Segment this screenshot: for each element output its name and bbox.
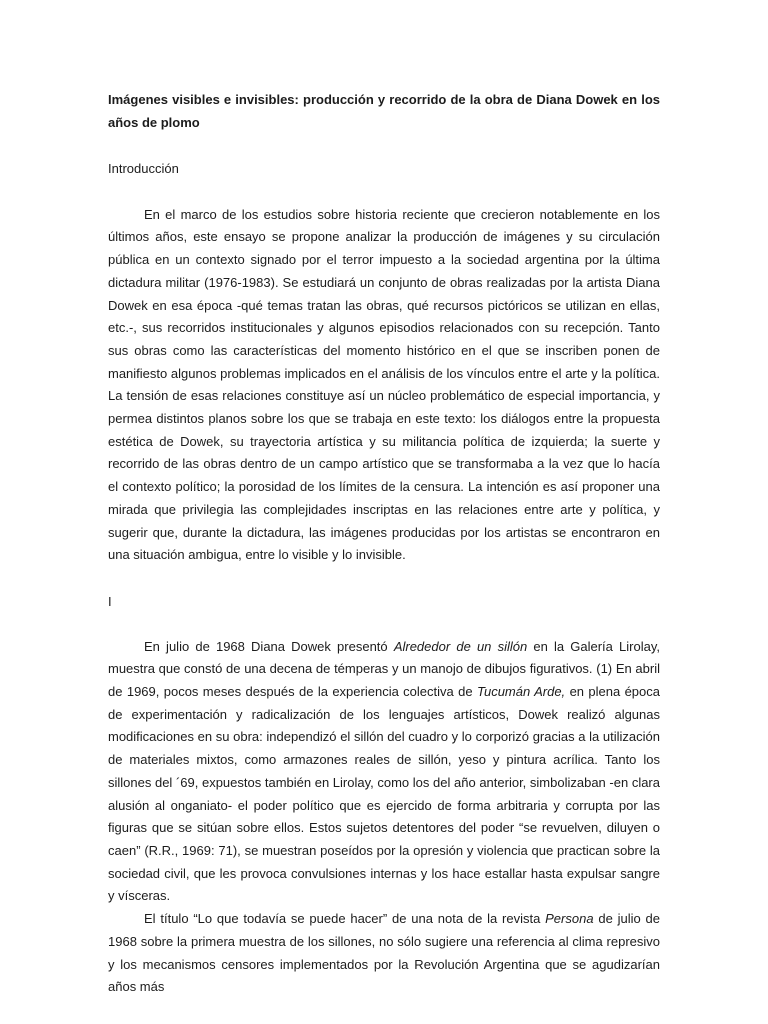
document-body: [108, 88, 660, 999]
magazine-title: Persona: [545, 911, 594, 927]
introduction-paragraph: En el marco de los estudios sobre historia reciente que crecieron notablemente en los últimos años, este ensayo se propone analizar la producción de imágenes y su circulación pública en un contexto signado por el terror impuesto a la sociedad argentina por la última dictadura militar (1976-1983). Se estudiará un conjunto de obras realizadas por la artista Diana Dowek en esa época -qué temas tratan las obras, qué recursos pictóricos se utilizan en ellas, etc.-, sus recorridos institucionales y algunos episodios relacionados con su recepción. Tanto sus obras como las características del momento histórico en el que se inscriben ponen de manifiesto algunos problemas implicados en el análisis de los vínculos entre el arte y la política. La tensión de esas relaciones constituye así un núcleo problemático de especial importancia, y permea distintos planos sobre los que se trabaja en este texto: los diálogos entre la propuesta estética de Dowek, su trayectoria artística y su militancia política de izquierda; la suerte y recorrido de las obras dentro de un campo artístico que se transformaba a la vez que lo hacía el contexto político; la porosidad de los límites de la censura. La intención es así proponer una mirada que privilegia las complejidades inscriptas en las relaciones entre arte y política, y sugerir que, durante la dictadura, las imágenes producidas por los artistas se encontraron en una situación ambigua, entre lo visible y lo invisible.: [108, 206, 660, 563]
paragraph-text: en la Galería Lirolay, muestra que constó de una decena de témperas y un manojo de dibujos figurativos. (1) En abril de 1969, pocos meses después de la experiencia colectiva de: [108, 638, 660, 700]
section-heading-introduction: Introducción: [108, 161, 179, 176]
paragraph-text: de julio de 1968 sobre la primera muestra de los sillones, no sólo sugiere una referencia al clima represivo y los mecanismos censores implementados por la Revolución Argentina que se agudizarían años más: [108, 911, 660, 995]
artwork-title: Alrededor de un sillón: [393, 638, 528, 654]
body-paragraph: [108, 908, 660, 999]
body-paragraph: [108, 636, 660, 908]
paragraph-text: En julio de 1968 Diana Dowek presentó: [144, 638, 394, 654]
document-title: Imágenes visibles e invisibles: producción y recorrido de la obra de Diana Dowek en los años de plomo: [108, 92, 660, 130]
artwork-title: Tucumán Arde,: [476, 684, 566, 700]
paragraph-text: El título “Lo que todavía se puede hacer” de una nota de la revista: [144, 911, 546, 927]
section-marker: I: [108, 593, 112, 609]
paragraph-text: en plena época de experimentación y radicalización de los lenguajes artísticos, Dowek realizó algunas modificaciones en su obra: independizó el sillón del cuadro y lo corporizó gracias a la utilización de materiales mixtos, como armazones reales de sillón, yeso y pintura acrílica. Tanto los sillones del ´69, expuestos también en Lirolay, como los del año anterior, simbolizaban -en clara alusión al onganiato- el poder político que es ejercido de forma arbitraria y corrupta por las figuras que se sitúan sobre ellos. Estos sujetos detentores del poder “se revuelven, diluyen o caen” (R.R., 1969: 71), se muestran poseídos por la opresión y violencia que practican sobre la sociedad civil, que les provoca convulsiones internas y los hace estallar hasta expulsar sangre y vísceras.: [108, 684, 661, 904]
